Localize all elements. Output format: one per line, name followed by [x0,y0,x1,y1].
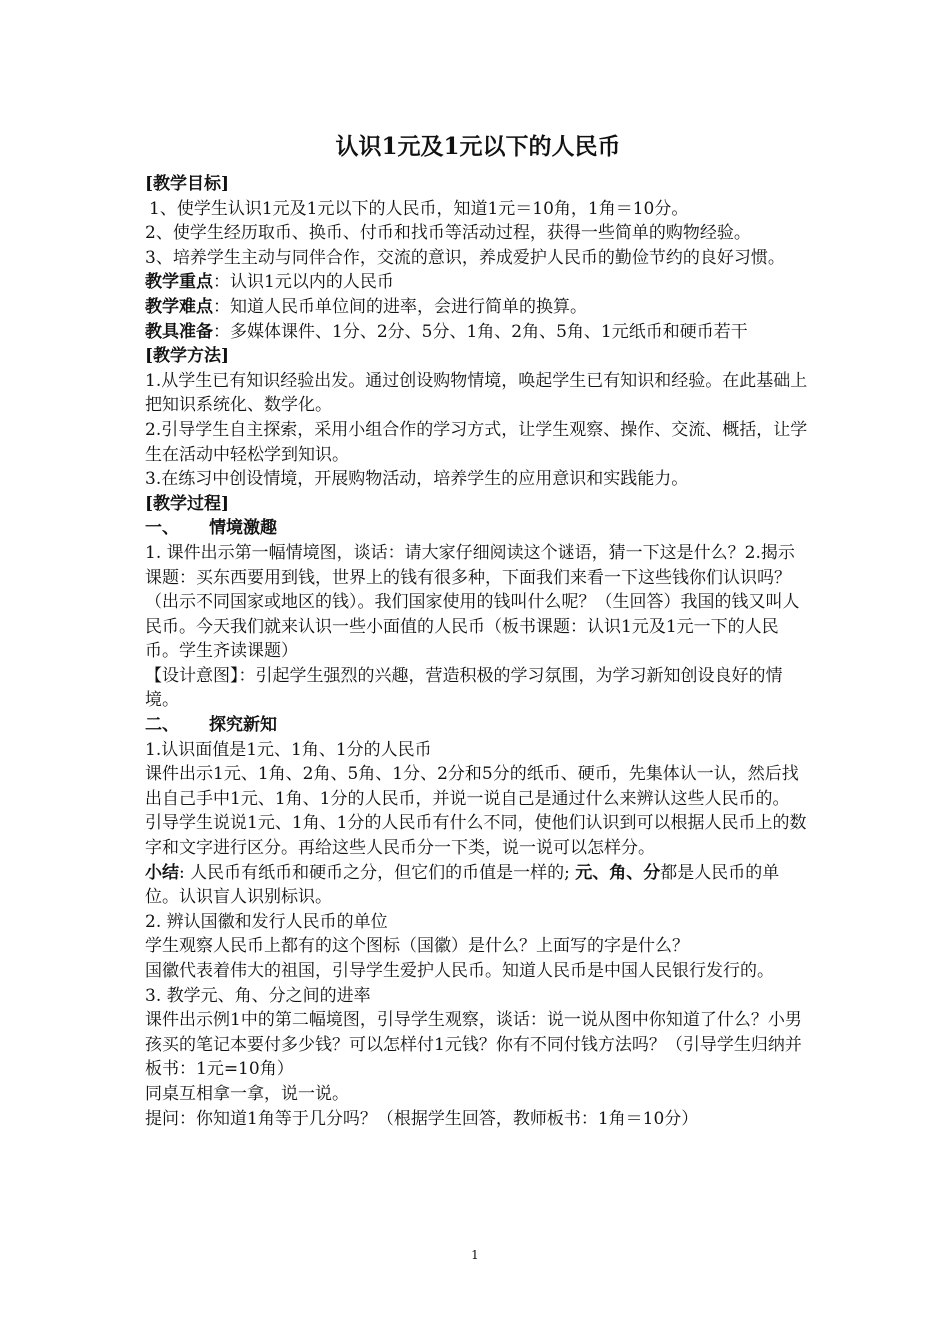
method-item-1: 1.从学生已有知识经验出发。通过创设购物情境，唤起学生已有知识和经验。在此基础上把知识系统化、数学化。 [145,370,808,416]
tools-label: 教具准备 [145,321,213,342]
section-2-paragraph-5: 课件出示例1中的第二幅境图，引导学生观察，谈话：说一说从图中你知道了什么？小男孩买的笔记本要付多少钱？可以怎样付1元钱？你有不同付钱方法吗？（引导学生归纳并板书：1元=10角） [145,1010,802,1080]
section-2-summary [145,861,811,910]
difficulty [145,295,811,320]
key-point [145,270,811,295]
section-2-heading [145,713,811,738]
section-2-paragraph-2: 引导学生说说1元、1角、1分的人民币有什么不同，使他们认识到可以根据人民币上的数字和文字进行区分。再给这些人民币分一下类，说一说可以怎样分。 [145,813,807,859]
section-2-sub-3: 3. 教学元、角、分之间的进率 [145,985,371,1006]
difficulty-text: ：知道人民币单位间的进率，会进行简单的换算。 [213,296,587,317]
tools-text: ：多媒体课件、1分、2分、5分、1角、2角、5角、1元纸币和硬币若干 [213,321,748,342]
section-2-sub-1: 1.认识面值是1元、1角、1分的人民币 [145,739,432,760]
section-1-design-intent: 【设计意图】：引起学生强烈的兴趣，营造积极的学习氛围，为学习新知创设良好的情境。 [145,665,783,711]
section-2-paragraph-6: 同桌互相拿一拿，说一说。 [145,1083,349,1104]
section-2-title: 探究新知 [209,715,277,736]
process-heading: [教学过程] [145,493,230,514]
section-1-number: 一、 [145,518,179,539]
section-2-paragraph-1: 课件出示1元、1角、2角、5角、1分、2分和5分的纸币、硬币，先集体认一认，然后找出自己手中1元、1角、1分的人民币，并说一说自己是通过什么来辨认这些人民币的。 [145,764,799,809]
method-item-2: 2.引导学生自主探索，采用小组合作的学习方式，让学生观察、操作、交流、概括，让学生在活动中轻松学到知识。 [145,419,808,465]
section-2-number: 二、 [145,715,179,736]
section-2-paragraph-3: 学生观察人民币上都有的这个图标（国徽）是什么？上面写的字是什么？ [145,936,689,957]
key-point-text: ：认识1元以内的人民币 [213,272,394,293]
key-point-label: 教学重点 [145,272,213,293]
section-1-title: 情境激趣 [209,518,277,539]
goal-item-2: 2、使学生经历取币、换币、付币和找币等活动过程，获得一些简单的购物经验。 [145,223,751,244]
section-2-sub-2: 2. 辨认国徽和发行人民币的单位 [145,911,388,932]
goal-item-1: 1、使学生认识1元及1元以下的人民币，知道1元＝10角，1角＝10分。 [149,198,689,219]
summary-label: 小结 [145,862,179,883]
difficulty-label: 教学难点 [145,296,213,317]
section-1-heading [145,516,811,541]
method-item-3: 3.在练习中创设情境，开展购物活动，培养学生的应用意识和实践能力。 [145,469,689,490]
summary-bold-units: 元、角、分 [575,862,661,883]
document-title: 认识1元及1元以下的人民币 [335,133,621,160]
tools [145,320,811,345]
section-1-paragraph: 1. 课件出示第一幅情境图，谈话：请大家仔细阅读这个谜语，猜一下这是什么？2.揭示课题：买东西要用到钱，世界上的钱有很多种，下面我们来看一下这些钱你们认识吗？（出示不同国家或地区的钱）。我们国家使用的钱叫什么呢？（生回答）我国的钱又叫人民币。今天我们就来认识一些小面值的人民币（板书课题：认识1元及1元一下的人民币。学生齐读课题） [145,542,800,662]
document-body [145,130,811,1131]
goal-item-3: 3、培养学生主动与同伴合作，交流的意识，养成爱护人民币的勤俭节约的良好习惯。 [145,247,785,268]
summary-text-b: 都是人民币的单位。认识盲人识别标识。 [145,862,780,908]
page-number: 1 [471,1248,479,1262]
section-2-paragraph-4: 国徽代表着伟大的祖国，引导学生爱护人民币。知道人民币是中国人民银行发行的。 [145,961,774,981]
summary-text-a: : 人民币有纸币和硬币之分，但它们的币值是一样的; [179,862,576,883]
section-2-paragraph-7: 提问：你知道1角等于几分吗？（根据学生回答，教师板书：1角＝10分） [145,1108,699,1129]
methods-heading: [教学方法] [145,346,230,367]
goals-heading: [教学目标] [145,174,230,194]
